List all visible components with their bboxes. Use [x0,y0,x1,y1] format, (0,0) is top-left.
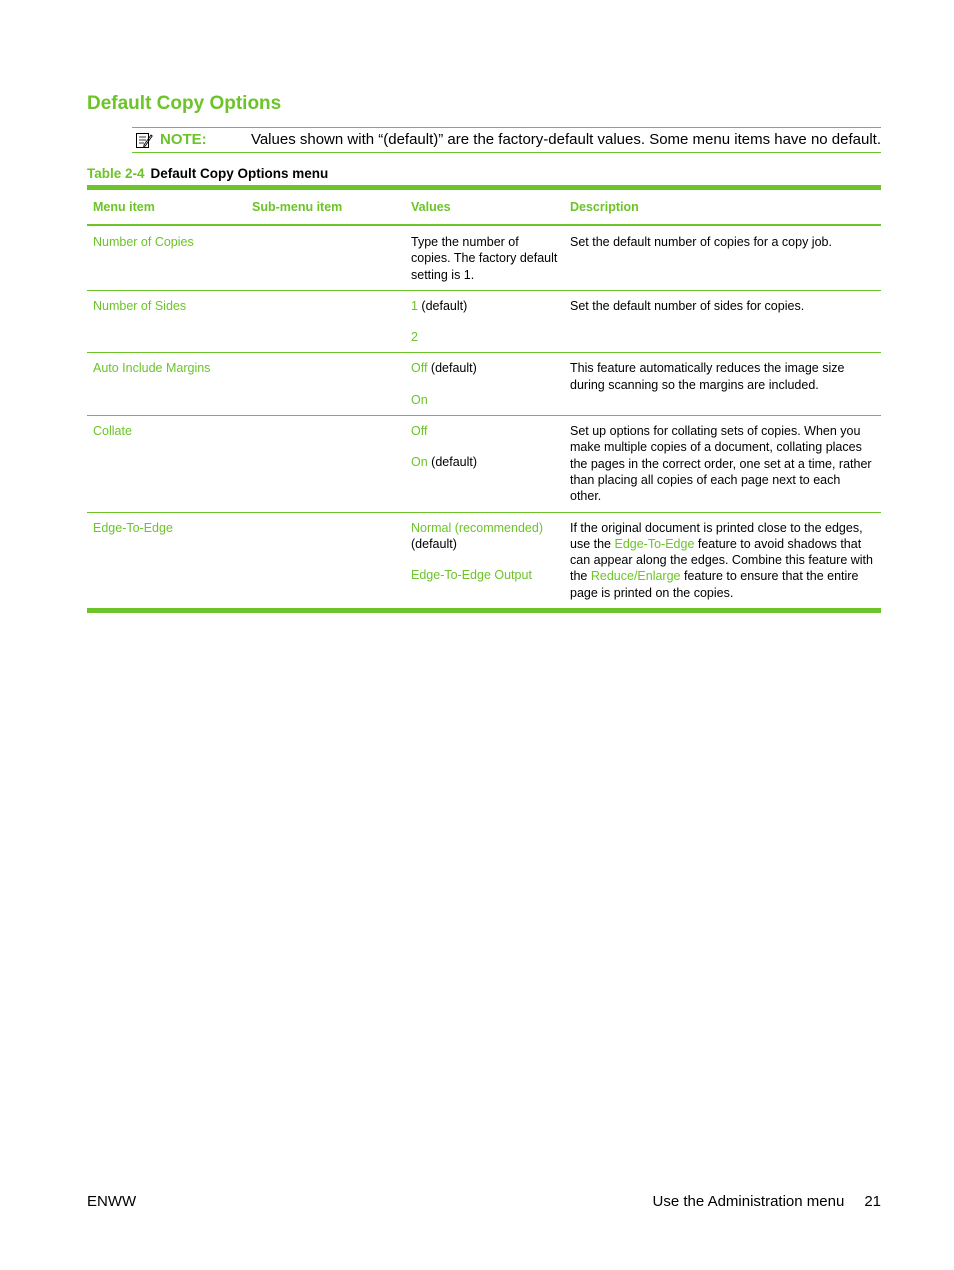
value-option-link[interactable]: Off [411,424,428,439]
menu-item-link[interactable]: Edge-To-Edge [93,520,173,535]
description-cell: Set up options for collating sets of copies. When you make multiple copies of a document, collating places the pages in the correct order, one set at a time, rather than placing all copies of each page next to each other. [564,416,881,512]
footer-right [653,1193,881,1210]
description-text: If the original document is printed close to the edges, use the [570,520,863,551]
values-cell [405,290,564,353]
value-suffix: (default) [427,361,477,376]
table-row [87,290,881,353]
sub-menu-cell [246,416,405,512]
page-number: 21 [864,1193,881,1210]
value-option-link[interactable]: 1 [411,298,418,313]
edge-to-edge-link[interactable]: Edge-To-Edge [614,536,695,551]
value-option-link[interactable]: Normal (recommended) [411,520,543,535]
header-menu-item: Menu item [87,188,246,226]
value-option-link[interactable]: Edge-To-Edge Output [411,568,532,583]
note-text: Values shown with “(default)” are the factory-default values. Some menu items have no default. [250,131,881,148]
footer-left: ENWW [87,1193,137,1210]
footer-section: Use the Administration menu [652,1193,845,1210]
reduce-enlarge-link[interactable]: Reduce/Enlarge [590,569,681,584]
value-option-link[interactable]: Off [411,361,428,376]
note-label: NOTE: [160,131,207,148]
header-values: Values [405,188,564,226]
table-number: Table 2-4 [87,166,145,181]
menu-item-link[interactable]: Number of Copies [87,225,246,290]
values-cell [405,353,564,416]
description-cell: This feature automatically reduces the image size during scanning so the margins are included. [564,353,881,416]
description-cell: Set the default number of copies for a copy job. [564,225,881,290]
header-sub-menu-item: Sub-menu item [246,188,405,226]
table-row [87,353,881,416]
values-cell [405,416,564,512]
sub-menu-cell [246,225,405,290]
table-header-row [87,188,881,226]
value-option-link[interactable]: On [411,392,428,407]
value-option-link[interactable]: 2 [411,330,418,345]
note-icon [135,131,153,149]
values-cell [405,512,564,610]
value-suffix: (default) [411,536,457,551]
description-cell: Set the default number of sides for copies. [564,290,881,353]
value-suffix: (default) [417,298,468,313]
values-cell: Type the number of copies. The factory default setting is 1. [405,225,564,290]
menu-item-link[interactable]: Collate [87,416,246,512]
note-box [132,127,881,153]
description-cell [564,512,881,610]
menu-item-link[interactable]: Number of Sides [87,290,246,353]
sub-menu-cell [246,353,405,416]
description-text: feature to ensure that the entire page is printed on the copies. [570,569,859,600]
table-row [87,512,881,610]
table-title: Default Copy Options menu [150,166,329,181]
options-table [87,185,881,613]
table-caption [87,166,328,181]
menu-item-link[interactable]: Auto Include Margins [87,353,246,416]
table-row [87,416,881,512]
value-option-link[interactable]: On [411,455,428,470]
table-row [87,225,881,290]
description-text: feature to avoid shadows that can appear along the edges. Combine this feature with the [570,536,873,584]
sub-menu-cell [246,512,405,610]
header-description: Description [564,188,881,226]
section-heading: Default Copy Options [87,93,282,114]
sub-menu-cell [246,290,405,353]
value-suffix: (default) [427,455,478,470]
